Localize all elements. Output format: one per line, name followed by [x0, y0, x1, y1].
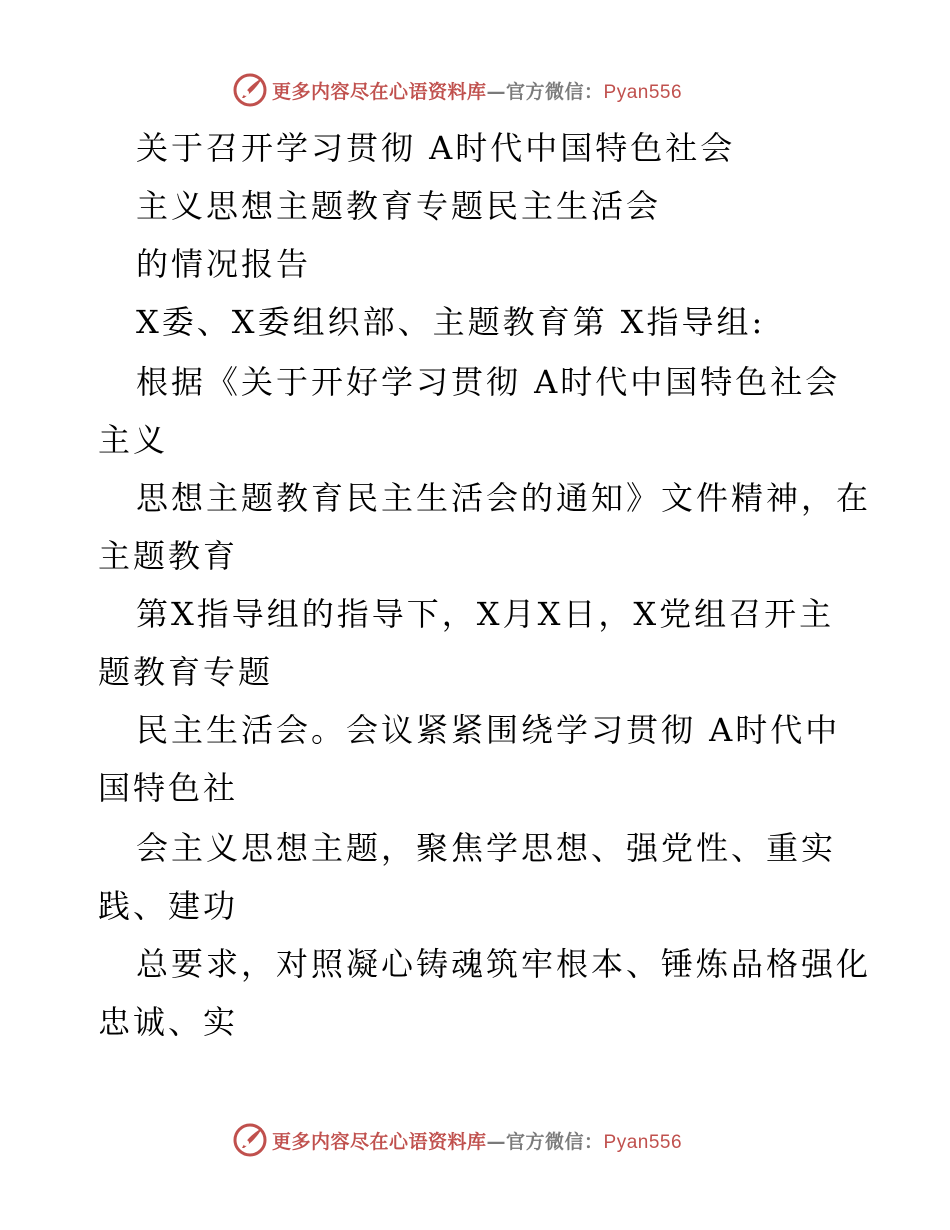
footer-banner — [232, 1120, 682, 1160]
body-line: 主题教育 — [98, 537, 239, 575]
salutation-line: X委、X委组织部、主题教育第 X指导组: — [136, 303, 766, 341]
body-line: 思想主题教育民主生活会的通知》文件精神，在 — [136, 479, 872, 517]
banner-account: Pyan556 — [603, 81, 683, 103]
body-line: 主义 — [98, 421, 169, 459]
banner-prefix: 更多内容尽在心语资料库 — [272, 80, 487, 103]
title-line-2: 主义思想主题教育专题民主生活会 — [136, 187, 662, 225]
body-line: 根据《关于开好学习贯彻 A时代中国特色社会 — [136, 363, 841, 401]
body-line: 会主义思想主题，聚焦学思想、强党性、重实 — [136, 829, 837, 867]
body-line: 践、建功 — [98, 887, 239, 925]
body-line: 国特色社 — [98, 769, 239, 807]
banner-middle: —官方微信： — [486, 80, 604, 103]
header-banner — [232, 70, 682, 110]
quill-logo-icon — [232, 1122, 268, 1158]
body-line: 第X指导组的指导下，X月X日，X党组召开主 — [136, 595, 835, 633]
body-line: 总要求，对照凝心铸魂筑牢根本、锤炼品格强化 — [136, 945, 872, 983]
title-line-1: 关于召开学习贯彻 A时代中国特色社会 — [136, 129, 736, 167]
banner-prefix: 更多内容尽在心语资料库 — [272, 1130, 487, 1153]
body-line: 题教育专题 — [98, 653, 274, 691]
banner-middle: —官方微信： — [486, 1130, 604, 1153]
body-line: 民主生活会。会议紧紧围绕学习贯彻 A时代中 — [136, 711, 841, 749]
body-line: 忠诚、实 — [98, 1003, 239, 1041]
quill-logo-icon — [232, 72, 268, 108]
banner-account: Pyan556 — [603, 1131, 683, 1153]
title-line-3: 的情况报告 — [136, 245, 312, 283]
